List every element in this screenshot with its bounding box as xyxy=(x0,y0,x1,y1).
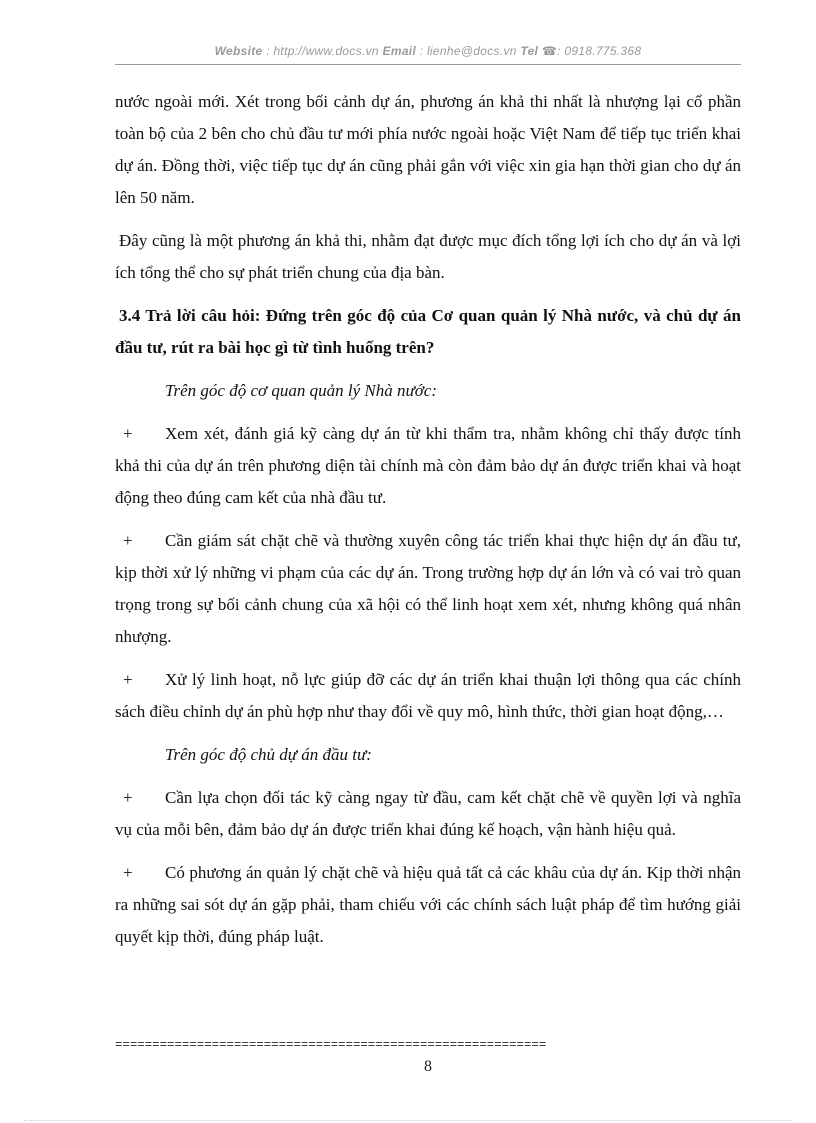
bullet-mark: + xyxy=(123,863,133,882)
bullet-mark: + xyxy=(123,424,133,443)
bullet-mark: + xyxy=(123,788,133,807)
subheading-state-agency: Trên góc độ cơ quan quản lý Nhà nước: xyxy=(165,381,437,400)
tel-value: ☎: 0918.775.368 xyxy=(541,44,642,58)
bullet-item-4 xyxy=(115,782,741,846)
page-number: 8 xyxy=(424,1058,432,1075)
document-body xyxy=(115,86,741,964)
paragraph-1: nước ngoài mới. Xét trong bối cảnh dự án, phương án khả thi nhất là nhượng lại cổ phần toàn bộ của 2 bên cho chủ đầu tư mới phía nước ngoài hoặc Việt Nam để tiếp tục triển khai dự án. Đồng thời, việc tiếp tục dự án cũng phải gắn với việc xin gia hạn thời gian cho dự án lên 50 năm. xyxy=(115,92,741,207)
website-label: Website xyxy=(214,44,263,58)
bullet-item-5 xyxy=(115,857,741,953)
footer-divider: ========================================================== xyxy=(115,1038,547,1052)
page-header xyxy=(115,44,741,58)
bullet-mark: + xyxy=(123,670,133,689)
bullet-item-1 xyxy=(115,418,741,514)
website-value: : http://www.docs.vn xyxy=(266,44,379,58)
bullet-text-5: Có phương án quản lý chặt chẽ và hiệu quả tất cả các khâu của dự án. Kịp thời nhận ra những sai sót dự án gặp phải, tham chiếu với các chính sách luật pháp để tìm hướng giải quyết kịp thời, đúng pháp luật. xyxy=(115,863,741,946)
header-divider xyxy=(115,64,741,65)
email-label: Email xyxy=(382,44,417,58)
bullet-text-2: Cần giám sát chặt chẽ và thường xuyên công tác triển khai thực hiện dự án đầu tư, kịp thời xử lý những vi phạm của các dự án. Trong trường hợp dự án lớn và có vai trò quan trọng trong sự bối cảnh chung của xã hội có thể linh hoạt xem xét, nhưng không quá nhân nhượng. xyxy=(115,531,741,646)
paragraph-2: Đây cũng là một phương án khả thi, nhằm đạt được mục đích tổng lợi ích cho dự án và lợi ích tổng thể cho sự phát triển chung của địa bàn. xyxy=(115,231,741,282)
bullet-text-3: Xử lý linh hoạt, nỗ lực giúp đỡ các dự án triển khai thuận lợi thông qua các chính sách điều chỉnh dự án phù hợp như thay đổi về quy mô, hình thức, thời gian hoạt động,… xyxy=(115,670,741,721)
bullet-text-1: Xem xét, đánh giá kỹ càng dự án từ khi thẩm tra, nhằm không chỉ thấy được tính khả thi của dự án trên phương diện tài chính mà còn đảm bảo dự án được triển khai và hoạt động theo đúng cam kết của nhà đầu tư. xyxy=(115,424,741,507)
email-value: : lienhe@docs.vn xyxy=(419,44,517,58)
section-heading: 3.4 Trả lời câu hỏi: Đứng trên góc độ của Cơ quan quản lý Nhà nước, và chủ dự án đầu tư, rút ra bài học gì từ tình huống trên? xyxy=(115,306,741,357)
subheading-investor: Trên góc độ chủ dự án đầu tư: xyxy=(165,745,372,764)
page-bottom-border xyxy=(24,1120,792,1121)
tel-label: Tel xyxy=(520,44,539,58)
bullet-text-4: Cần lựa chọn đối tác kỹ càng ngay từ đầu, cam kết chặt chẽ về quyền lợi và nghĩa vụ của mỗi bên, đảm bảo dự án được triển khai đúng kế hoạch, vận hành hiệu quả. xyxy=(115,788,741,839)
bullet-mark: + xyxy=(123,531,133,550)
bullet-item-2 xyxy=(115,525,741,653)
bullet-item-3 xyxy=(115,664,741,728)
